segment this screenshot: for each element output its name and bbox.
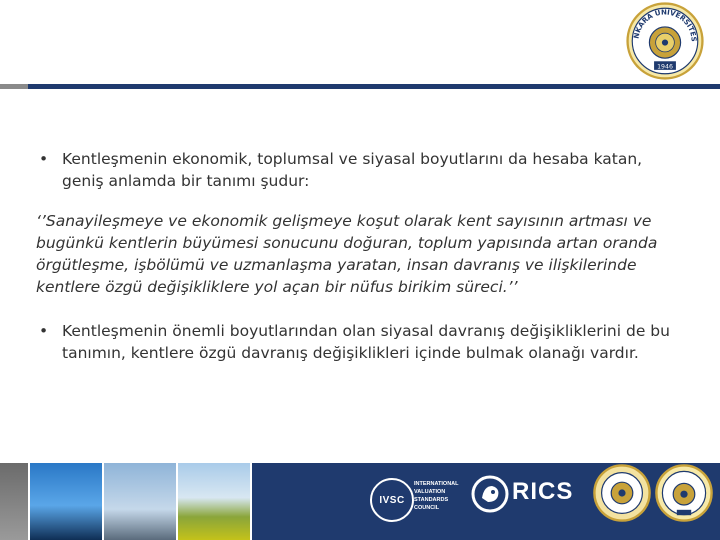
bullet-text: Kentleşmenin önemli boyutlarından olan siyasal davranış değişikliklerini de bu tanımın, kentlere özgü davranış değişiklikleri içinde bulmak olanağı vardır. <box>62 322 670 362</box>
modern-buildings-photo <box>104 463 176 540</box>
header-divider <box>0 84 720 89</box>
ankara-university-logo <box>626 2 704 80</box>
bullet-dot: • <box>39 150 49 168</box>
bullet-item-2 <box>36 320 686 364</box>
city-skyline-photo <box>30 463 102 540</box>
bullet-dot: • <box>39 322 49 340</box>
definition-quote: ‘’Sanayileşmeye ve ekonomik gelişmeye koşut olarak kent sayısının artması ve bugünkü kentlerin büyümesi sonucunu doğuran, toplum yapısında artan oranda örgütleşme, işbölümü ve uzmanlaşma yaratan, insan davranış ve ilişkilerinde kentlere özgü değişikliklere yol açan bir nüfus birikim süreci.’’ <box>36 212 658 296</box>
footer-accent-strip <box>0 463 28 540</box>
slide-body <box>36 148 686 364</box>
rics-lion-icon <box>470 474 510 514</box>
ivsc-abbr: IVSC <box>379 494 405 506</box>
bullet-text: Kentleşmenin ekonomik, toplumsal ve siyasal boyutlarını da hesaba katan, geniş anlamda bir tanımı şudur: <box>62 150 643 190</box>
bullet-item-1 <box>36 148 686 192</box>
logo-arc-text: NKARA ÜNİVERSİTES <box>631 7 699 42</box>
faculty-seal-icon <box>592 463 652 523</box>
ivsc-line: INTERNATIONAL <box>414 481 459 487</box>
logo-year: 1946 <box>657 63 673 71</box>
ankara-university-seal-icon <box>654 463 714 523</box>
ivsc-name <box>414 480 474 512</box>
ivsc-line: VALUATION <box>414 489 446 495</box>
ivsc-line: COUNCIL <box>414 505 440 511</box>
ivsc-line: STANDARDS <box>414 497 449 503</box>
countryside-photo <box>178 463 250 540</box>
rics-wordmark: RICS <box>512 478 574 505</box>
ivsc-logo-icon <box>370 478 414 522</box>
